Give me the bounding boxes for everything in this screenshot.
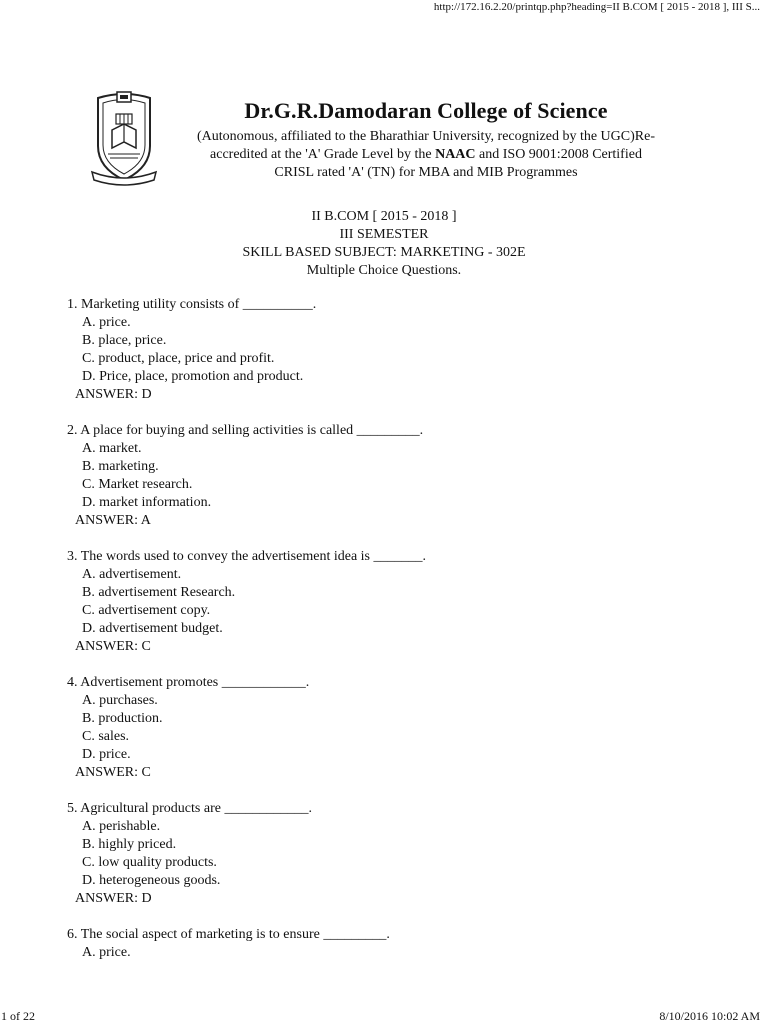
option-b: B. place, price. [82,333,167,348]
answer-key: ANSWER: C [75,765,151,780]
question-item [67,422,707,530]
exam-type: Multiple Choice Questions. [306,263,462,278]
question-stem: 2. A place for buying and selling activities is called _________. [67,423,424,438]
accreditation-text-post: and ISO 9001:2008 Certified [475,147,642,162]
option-b: B. marketing. [82,459,159,474]
answer-key: ANSWER: D [75,891,152,906]
exam-semester: III SEMESTER [339,227,429,242]
option-a: A. perishable. [82,819,161,834]
option-b: B. production. [82,711,163,726]
option-a: A. purchases. [82,693,158,708]
question-item [67,296,707,404]
option-b: B. advertisement Research. [82,585,236,600]
option-d: D. heterogeneous goods. [82,873,221,888]
accreditation-naac: NAAC [435,147,476,162]
question-stem: 5. Agricultural products are ____________. [67,801,312,816]
answer-key: ANSWER: C [75,639,151,654]
page-count: 1 of 22 [1,1009,35,1023]
accreditation-text-pre: accredited at the 'A' Grade Level by the [210,147,436,162]
exam-course: II B.COM [ 2015 - 2018 ] [311,209,457,224]
option-a: A. market. [82,441,142,456]
college-info [176,98,676,182]
college-crest-icon [88,88,160,188]
option-a: A. price. [82,315,131,330]
question-stem: 4. Advertisement promotes ____________. [67,675,310,690]
college-name: Dr.G.R.Damodaran College of Science [244,98,608,123]
exam-subheading [0,208,768,280]
print-datetime: 8/10/2016 10:02 AM [659,1009,760,1023]
option-a: A. advertisement. [82,567,182,582]
option-c: C. product, place, price and profit. [82,351,275,366]
question-item [67,548,707,656]
option-b: B. highly priced. [82,837,177,852]
question-item [67,800,707,908]
option-d: D. market information. [82,495,212,510]
print-url-header: http://172.16.2.20/printqp.php?heading=II B.COM [ 2015 - 2018 ], III S... [433,1,760,13]
answer-key: ANSWER: D [75,387,152,402]
college-rating: CRISL rated 'A' (TN) for MBA and MIB Programmes [274,165,578,180]
college-header [88,88,688,198]
option-c: C. Market research. [82,477,193,492]
question-stem: 6. The social aspect of marketing is to ensure _________. [67,927,390,942]
answer-key: ANSWER: A [75,513,151,528]
college-accreditation [176,146,676,164]
option-d: D. Price, place, promotion and product. [82,369,304,384]
option-a: A. price. [82,945,131,960]
question-stem: 3. The words used to convey the advertisement idea is _______. [67,549,426,564]
option-c: C. sales. [82,729,130,744]
question-stem: 1. Marketing utility consists of __________. [67,297,317,312]
option-d: D. price. [82,747,131,762]
question-item [67,926,707,962]
college-affiliation: (Autonomous, affiliated to the Bharathiar University, recognized by the UGC)Re- [197,129,655,144]
option-d: D. advertisement budget. [82,621,223,636]
option-c: C. low quality products. [82,855,217,870]
question-item [67,674,707,782]
question-list [67,296,707,980]
option-c: C. advertisement copy. [82,603,211,618]
exam-subject: SKILL BASED SUBJECT: MARKETING - 302E [242,245,526,260]
